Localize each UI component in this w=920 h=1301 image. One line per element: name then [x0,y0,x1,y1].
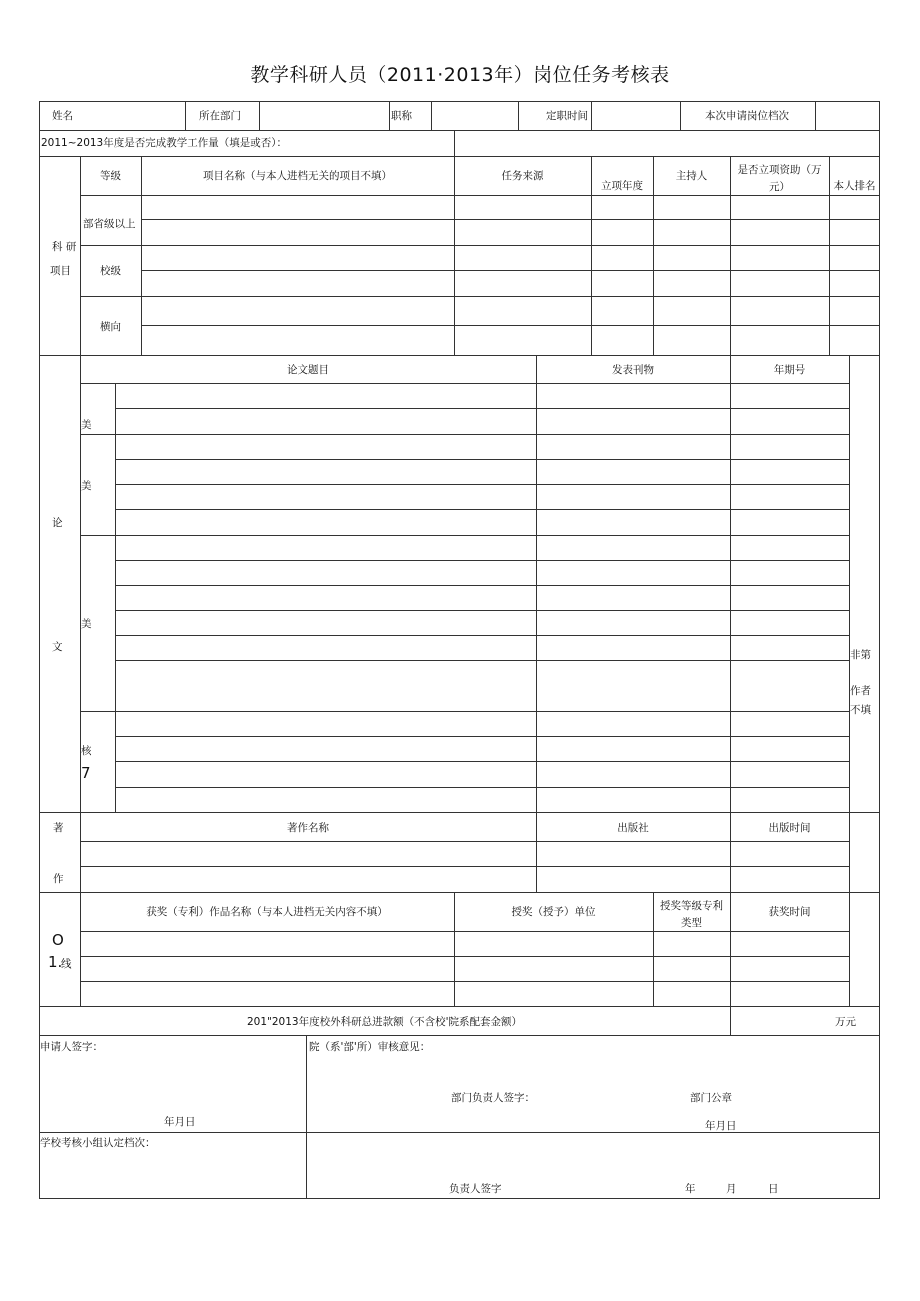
dept-label: 所在部门 [199,110,241,122]
funding-unit: 万元 [835,1016,856,1028]
awards-side-label: O [52,931,64,949]
paper-category-1: 美 [81,419,92,431]
school-review-label: 学校考核小组认定档次： [40,1137,156,1149]
first-author-note-2: 作者 [850,685,871,697]
col-publisher: 出版社 [617,822,649,834]
col-book-title: 著作名称 [287,822,329,834]
col-project-name: 项目名称（与本人进档无关的项目不填） [203,170,392,182]
col-level: 等级 [100,170,121,182]
sign-day: 日 [768,1183,779,1195]
col-award-type: 授奖等级专利类型 [660,900,723,929]
rank-label: 职称 [391,110,412,122]
col-personal-rank: 本人排名 [833,180,876,192]
level-horizontal: 横向 [100,321,121,333]
col-issue: 年期号 [773,364,806,376]
col-task-source: 任务来源 [501,170,544,182]
form-title: 教学科研人员（2011·2013年）岗位任务考核表 [250,64,670,86]
level-label: 本次申请岗位档次 [705,110,789,122]
books-side-label: 著 [53,822,64,834]
col-award-name: 获奖（专利）作品名称（与本人进档无关内容不填） [146,906,388,918]
research-side-label-2: 项目 [50,265,71,277]
awards-side-label-2: 1. [48,953,63,971]
dept-review-label: 院（系'部'所）审核意见： [309,1041,431,1053]
paper-category-4: 核 [81,745,92,757]
papers-side-label: 论 [52,517,63,529]
dept-head-signature-label: 部门负责人签字： [451,1092,535,1104]
applicant-date: 年月日 [164,1116,196,1128]
first-author-note-1: 非第 [850,649,871,661]
applicant-signature-label: 申请人签字： [40,1041,103,1053]
assessment-form [39,101,880,1199]
col-paper-title: 论文题目 [287,364,329,376]
books-side-label-2: 作 [53,873,64,885]
col-award-time: 获奖时间 [768,906,811,918]
sign-month: 月 [726,1183,737,1195]
border-bottom [39,1198,880,1199]
level-school: 校级 [100,265,121,277]
col-publish-date: 出版时间 [768,822,811,834]
dept-seal-label: 部门公章 [690,1092,732,1104]
sign-year: 年 [685,1183,696,1195]
level-provincial: 部省级以上 [83,218,136,230]
awards-side-label-3: 线 [61,958,72,970]
col-journal: 发表刊物 [612,364,654,376]
head-signature-label: 负责人签字 [449,1183,502,1195]
external-funding-label: 201"2013年度校外科研总进款额（不含校'院系配套金额） [247,1016,522,1028]
first-author-note-3: 不填 [850,704,871,716]
col-funding: 是否立项资助（万元） [737,164,822,193]
col-award-unit: 授奖（授予）单位 [511,906,596,918]
border-top [39,101,880,102]
paper-category-4-num: 7 [81,764,91,782]
paper-category-3: 美 [81,618,92,630]
date-label: 定职时间 [546,110,588,122]
workload-question: 2011~2013年度是否完成教学工作量（填是或否）： [41,137,287,149]
papers-side-label-2: 文 [52,641,63,653]
col-project-year: 立项年度 [601,180,643,192]
research-side-label: 科 研 [52,241,77,253]
col-host: 主持人 [675,170,708,182]
name-label: 姓名 [52,110,73,122]
paper-category-2: 美 [81,480,92,492]
dept-date: 年月日 [705,1120,737,1132]
